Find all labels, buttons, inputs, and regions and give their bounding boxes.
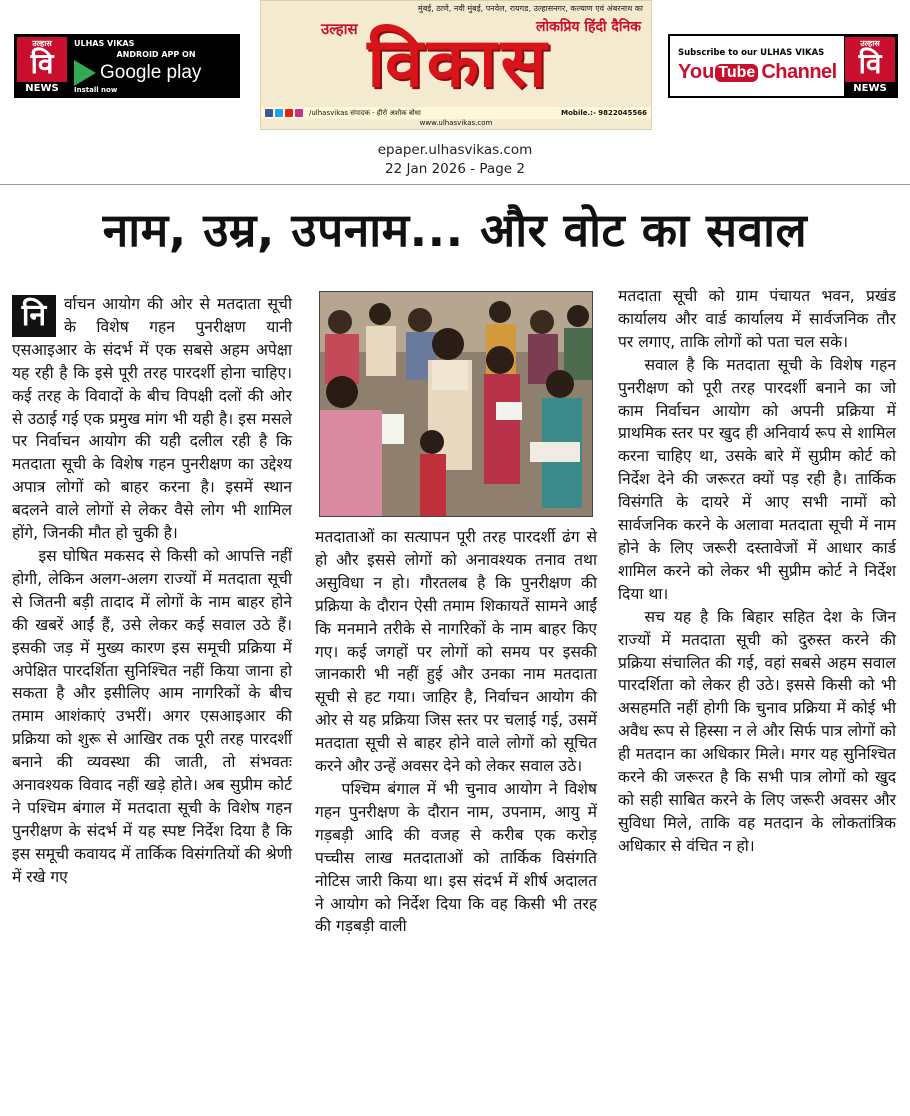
article-photo bbox=[319, 291, 593, 517]
logo-news-text: NEWS bbox=[845, 82, 895, 95]
android-app-promo[interactable] bbox=[14, 34, 240, 98]
ulhas-vikas-news-logo bbox=[844, 36, 896, 96]
ulhas-vikas-news-logo bbox=[16, 36, 68, 96]
article-column-1 bbox=[12, 293, 292, 889]
masthead-url[interactable]: www.ulhasvikas.com bbox=[419, 119, 493, 127]
edition-date: 22 Jan 2026 - Page 2 bbox=[385, 161, 525, 177]
drop-cap: नि bbox=[12, 295, 56, 337]
install-label: Install now bbox=[74, 85, 118, 94]
masthead-info-bar bbox=[261, 107, 651, 119]
article-headline: नाम, उम्र, उपनाम... और वोट का सवाल bbox=[102, 203, 808, 257]
paragraph: इस घोषित मकसद से किसी को आपत्ति नहीं होगी, लेकिन अलग-अलग राज्यों में मतदाता सूची से जितनी बड़ी तादाद में लोगों के नाम बाहर होने की खबरें आईं हैं, उसे लेकर कई सवाल उठे हैं। इसकी जड़ में मुख्य कारण इस समूची प्रक्रिया में अपेक्षित पारदर्शिता सुनिश्चित नहीं किया जाना हो सकता है और इसीलिए आम नागरिकों के बीच तमाम आशंकाएं उभरीं। अगर एसआइआर की प्रक्रिया को शुरू से आखिर तक पूरी तरह पारदर्शी बनाने की व्यवस्था की जाती, तो संभवतः अनावश्यक विवाद नहीं खड़े होते। अब सुप्रीम कोर्ट ने पश्चिम बंगाल में मतदाता सूची के विशेष गहन पुनरीक्षण के संदर्भ में यह स्पष्ट निर्देश दिया है कि इस समूची कवायद में तार्किक विसंगतियों की श्रेणी में रखे गए bbox=[12, 546, 292, 886]
paragraph: पश्चिम बंगाल में भी चुनाव आयोग ने विशेष गहन पुनरीक्षण के दौरान नाम, उपनाम, आयु में गड़बड़ी आदि की वजह से करीब एक करोड़ पच्चीस लाख मतदाताओं को तार्किक विसंगति नोटिस जारी किया था। इस संदर्भ में शीर्ष अदालत ने आयोग को निर्देश दिया कि वह किसी भी तरह की गड़बड़ी वाली bbox=[315, 779, 597, 936]
subscribe-label: Subscribe to our ULHAS VIKAS bbox=[678, 48, 825, 58]
facebook-icon[interactable] bbox=[265, 109, 273, 117]
masthead-mobile: Mobile.:- 9822045566 bbox=[561, 109, 647, 117]
epaper-info bbox=[0, 141, 910, 179]
twitter-icon[interactable] bbox=[275, 109, 283, 117]
youtube-channel-promo[interactable] bbox=[668, 34, 898, 98]
youtube-channel-label bbox=[678, 61, 844, 84]
youtube-you: You bbox=[678, 61, 715, 83]
paragraph: मतदाताओं का सत्यापन पूरी तरह पारदर्शी ढंग से हो और इससे लोगों को अनावश्यक तनाव तथा असुविधा न हो। गौरतलब है कि पुनरीक्षण की प्रक्रिया के दौरान ऐसी तमाम शिकायतें सामने आईं कि मनमाने तरीके से नागरिकों के नाम बाहर किए गए। कई जगहों पर लोगों को समय पर इसकी जानकारी भी नहीं हुई और उनका नाम मतदाता सूची से हट गया। जाहिर है, निर्वाचन आयोग की ओर से यह प्रक्रिया जिस स्तर पर चलाई गई, उसमें मतदाता सूची से बाहर होने वाले लोगों को सूचित करने और उन्हें अवसर देने को लेकर सवाल उठे। bbox=[315, 528, 597, 776]
youtube-promo-text bbox=[670, 48, 844, 84]
article-clipping bbox=[0, 184, 910, 1116]
crowd-photo-illustration bbox=[320, 292, 593, 517]
youtube-tube: Tube bbox=[715, 64, 758, 82]
article-column-2 bbox=[315, 526, 597, 938]
social-icons bbox=[265, 109, 303, 117]
instagram-icon[interactable] bbox=[295, 109, 303, 117]
youtube-channel-word: Channel bbox=[761, 61, 837, 83]
store-name: Google play bbox=[100, 61, 202, 83]
logo-top-text: उल्हास bbox=[860, 39, 880, 48]
masthead-title: विकास bbox=[367, 24, 551, 103]
paragraph: र्वाचन आयोग की ओर से मतदाता सूची के विशेष गहन पुनरीक्षण यानी एसआइआर के संदर्भ में एक सबसे अहम अपेक्षा यह रही है कि इसे पूरी तरह पारदर्शी होना चाहिए। कई तरह के विवादों के बीच विपक्षी दलों की ओर से उठाई गई एक प्रमुख मांग भी यही है। इस मसले पर निर्वाचन आयोग की यही दलील रही है कि मतदाता सूची के विशेष गहन पुनरीक्षण का उद्देश्य अपात्र लोगों को बाहर करना है। इसमें स्थान बदलने वाले लोगों से लेकर वैसे लोग भी शामिल होंगे, जिनकी मौत हो चुकी है। bbox=[12, 295, 292, 543]
app-brand: ULHAS VIKAS bbox=[74, 38, 135, 48]
play-store-icon bbox=[74, 60, 96, 86]
masthead bbox=[260, 0, 652, 130]
logo-news-text: NEWS bbox=[17, 82, 67, 95]
masthead-cities: मुंबई, ठाणे, नवी मुंबई, पनवेल, रायगड, उल्हासनगर, कल्याण एवं अंबरनाथ का bbox=[417, 4, 643, 13]
app-promo-text bbox=[68, 39, 238, 94]
logo-letter: वि bbox=[858, 47, 882, 80]
youtube-icon[interactable] bbox=[285, 109, 293, 117]
masthead-tagline: लोकप्रिय हिंदी दैनिक bbox=[535, 19, 641, 35]
android-label: ANDROID APP ON bbox=[116, 49, 196, 59]
epaper-site[interactable]: epaper.ulhasvikas.com bbox=[377, 142, 533, 158]
logo-letter: वि bbox=[30, 47, 54, 80]
paragraph: मतदाता सूची को ग्राम पंचायत भवन, प्रखंड कार्यालय और वार्ड कार्यालय में सार्वजनिक तौर पर लगाए, ताकि लोगों को पता चल सके। bbox=[618, 287, 896, 351]
paragraph: सवाल है कि मतदाता सूची के विशेष गहन पुनरीक्षण को पूरी तरह पारदर्शी बनाने का जो काम निर्वाचन आयोग को अपनी प्रक्रिया में प्राथमिक स्तर पर खुद ही अनिवार्य रूप से शामिल करना चाहिए था, उसके बारे में सुप्रीम कोर्ट को निर्देश देने की जरूरत क्यों पड़ रही है। तार्किक विसंगति के दायरे में आए सभी नामों को सार्वजनिक करने के अलावा मतदाता सूची में नाम होने के लिए जरूरी दस्तावेजों में आधार कार्ड शामिल करने को लेकर भी सुप्रीम कोर्ट ने निर्देश दिया था। bbox=[618, 355, 896, 603]
google-play-badge[interactable] bbox=[74, 60, 238, 86]
masthead-handle: /ulhasvikas संपादक - हीरो अशोक बोधा bbox=[309, 108, 421, 117]
masthead-small-title: उल्हास bbox=[321, 20, 358, 38]
logo-top-text: उल्हास bbox=[32, 39, 52, 48]
article-column-3 bbox=[618, 285, 896, 858]
paragraph: सच यह है कि बिहार सहित देश के जिन राज्यों में मतदाता सूची को दुरुस्त करने की प्रक्रिया संचालित की गई, वहां सबसे अहम सवाल पारदर्शिता को लेकर ही उठे। इससे किसी को भी असहमति नहीं होगी कि चुनाव प्रक्रिया में कोई भी अवैध रूप से हिस्सा न ले और सिर्फ पात्र लोगों को ही मतदान का अधिकार मिले। मगर यह सुनिश्चित करने की जरूरत है कि सभी पात्र लोगों को खुद को सही साबित करने के लिए जरूरी अवसर और सुविधा मिले, ताकि वह मतदान के लोकतांत्रिक अधिकार से वंचित न हो। bbox=[618, 607, 896, 855]
